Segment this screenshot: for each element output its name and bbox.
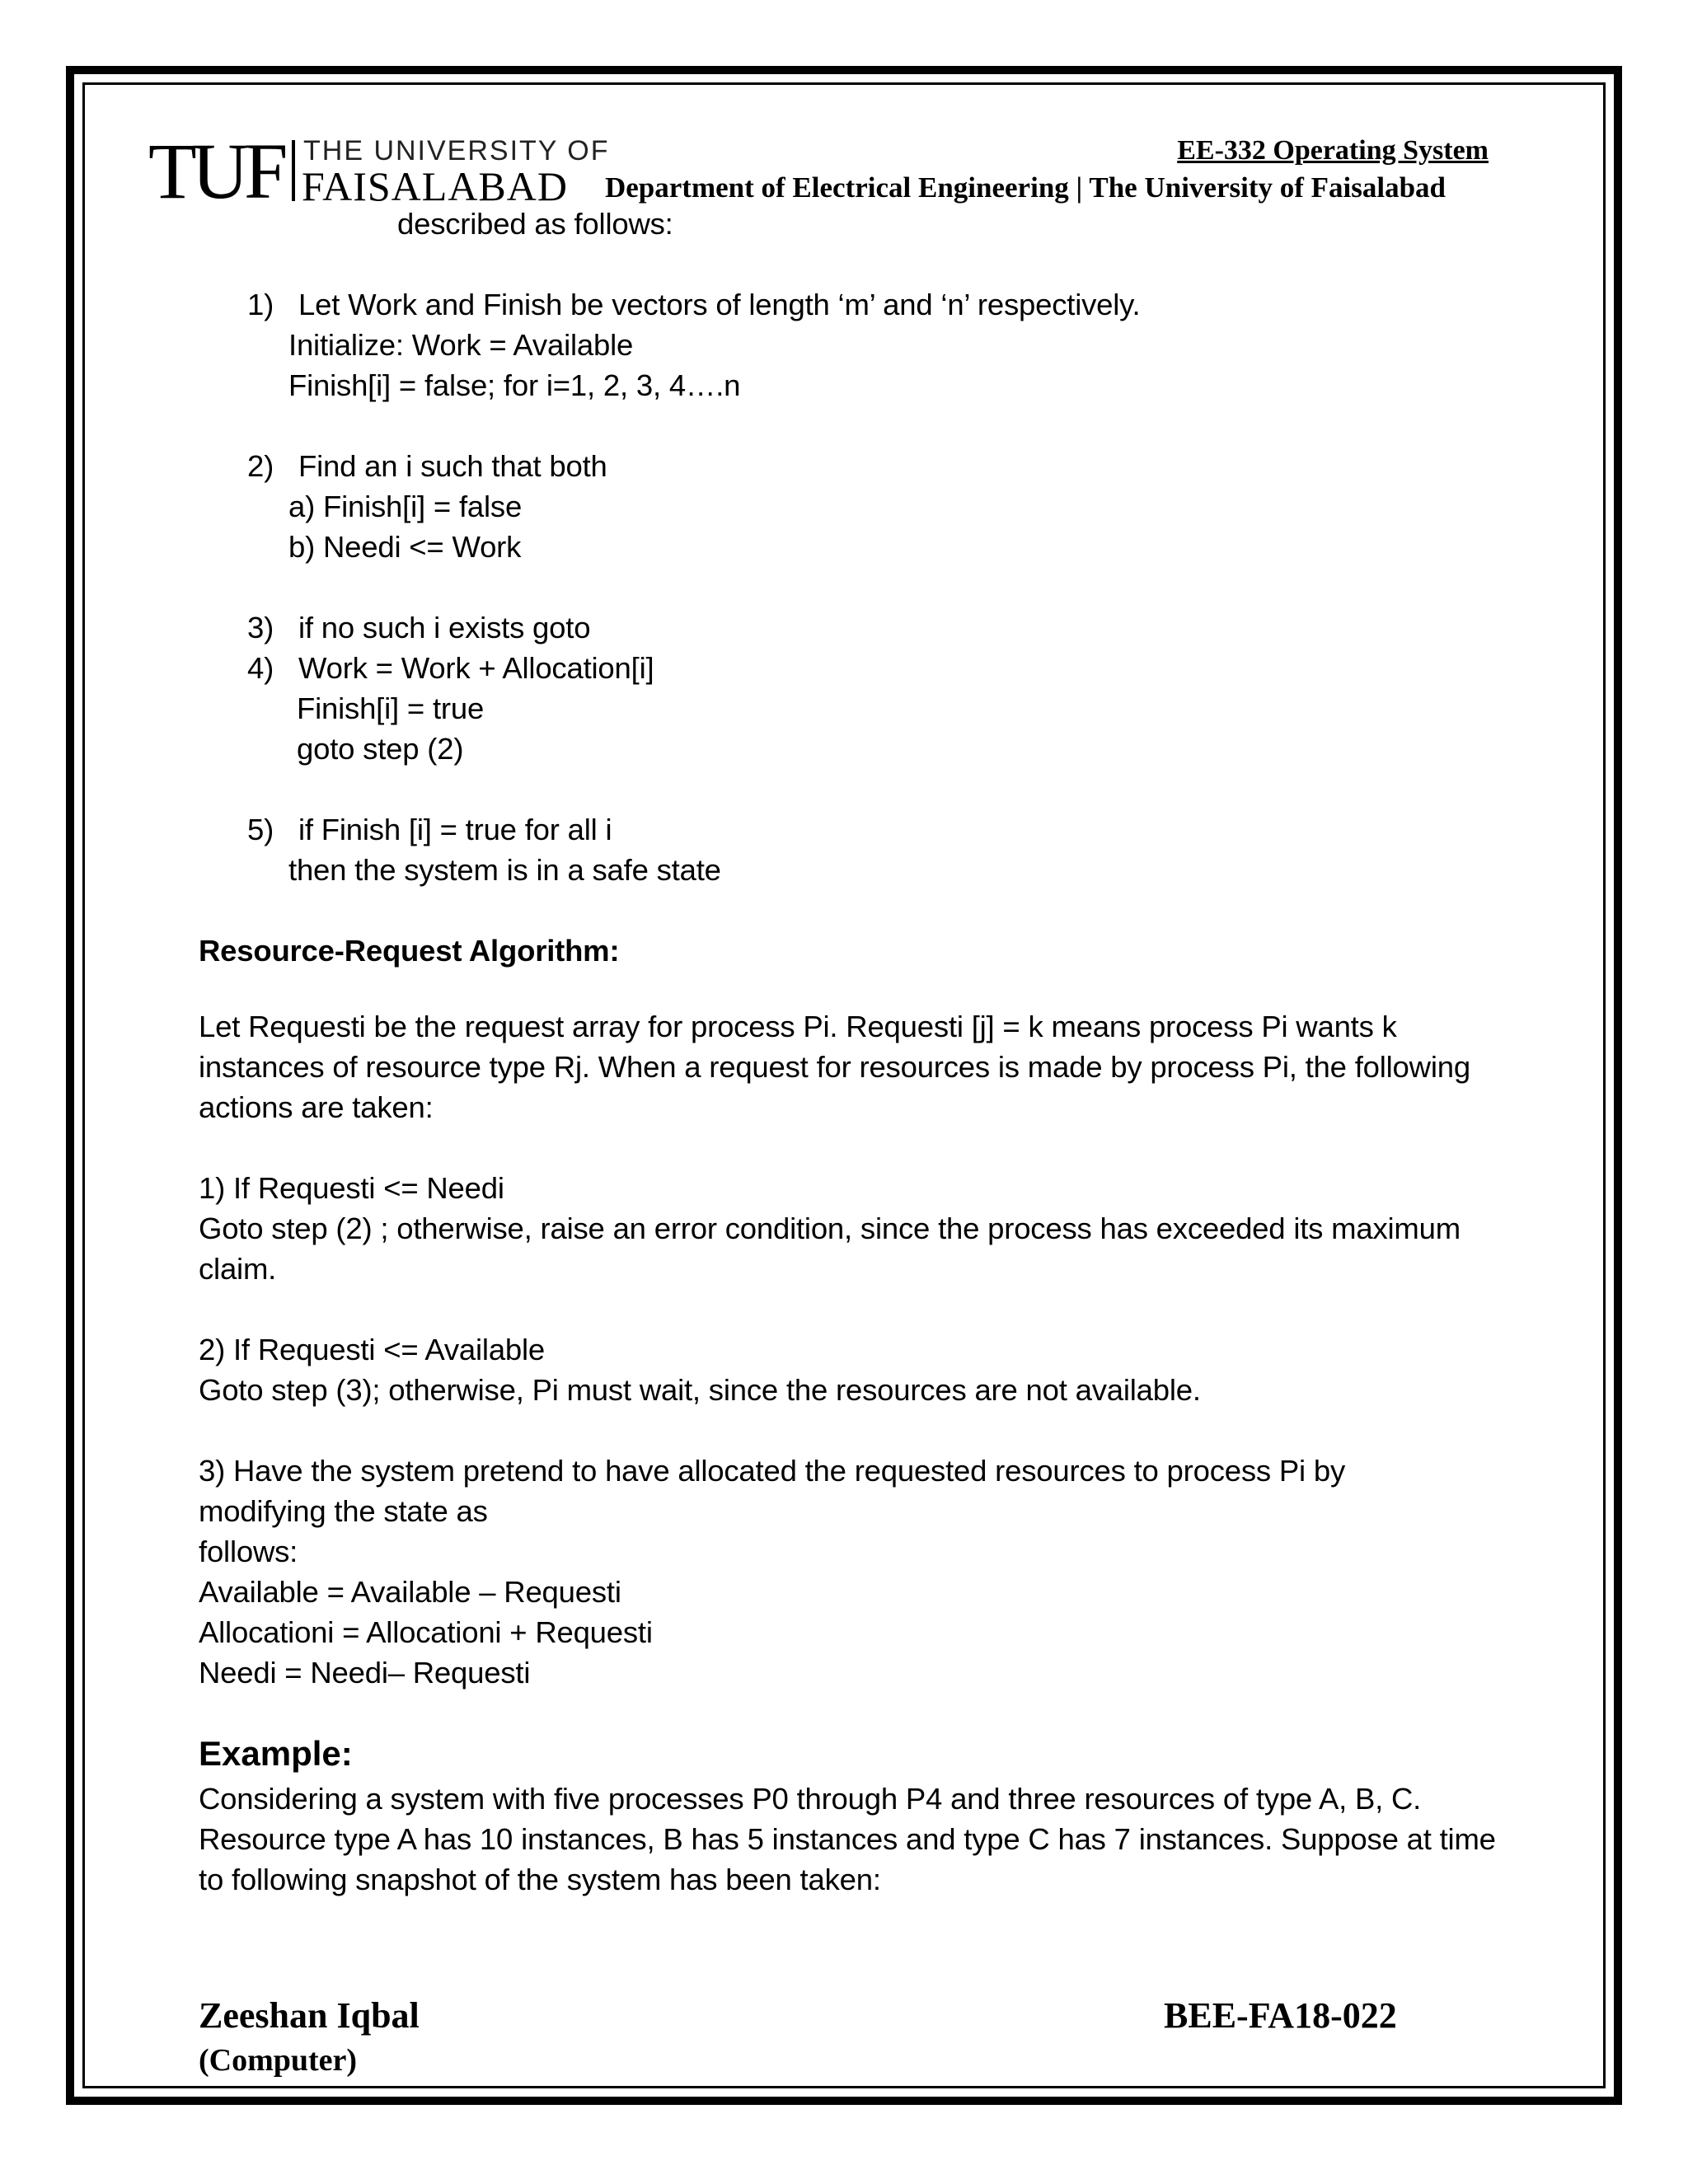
step-2-label: 2) — [247, 449, 274, 483]
rr-step-3-line-4: Available = Available – Requesti — [199, 1575, 621, 1609]
rr-step-3-line-3: follows: — [199, 1535, 298, 1568]
department-line: Department of Electrical Engineering | The University of Faisalabad — [605, 171, 1447, 204]
step-3-label: 3) — [247, 611, 274, 644]
university-name-bottom: FAISALABAD — [302, 163, 568, 209]
example-line-3: to following snapshot of the system has been taken: — [199, 1863, 881, 1896]
step-1-line-3: Finish[i] = false; for i=1, 2, 3, 4….n — [288, 368, 741, 402]
university-logo-mark: TUF — [148, 127, 284, 215]
example-heading: Example: — [199, 1734, 353, 1773]
intro-line: described as follows: — [397, 207, 673, 241]
step-4-line-2: Finish[i] = true — [297, 691, 485, 725]
rr-intro-line-1: Let Requesti be the request array for process Pi. Requesti [j] = k means process Pi wants k — [199, 1010, 1397, 1043]
step-4-label: 4) — [247, 651, 274, 685]
rr-intro-line-2: instances of resource type Rj. When a request for resources is made by process Pi, the following — [199, 1050, 1470, 1084]
rr-step-1-line-1: 1) If Requesti <= Needi — [199, 1171, 504, 1205]
rr-step-3-line-2: modifying the state as — [199, 1494, 488, 1528]
step-4-line-3: goto step (2) — [297, 732, 464, 766]
rr-step-2-line-1: 2) If Requesti <= Available — [199, 1333, 546, 1366]
example-line-2: Resource type A has 10 instances, B has 5 instances and type C has 7 instances. Suppose at time — [199, 1822, 1496, 1856]
step-3-line-1: if no such i exists goto — [298, 611, 591, 644]
step-2-line-3: b) Needi <= Work — [288, 530, 522, 564]
rr-step-1-line-3: claim. — [199, 1252, 277, 1286]
rr-step-3-line-1: 3) Have the system pretend to have allocated the requested resources to process Pi by — [199, 1454, 1346, 1488]
rr-step-1-line-2: Goto step (2) ; otherwise, raise an error condition, since the process has exceeded its maximum — [199, 1212, 1461, 1245]
footer-student-name: Zeeshan Iqbal — [199, 1995, 420, 2036]
step-1-line-2: Initialize: Work = Available — [288, 328, 634, 362]
step-5-line-2: then the system is in a safe state — [288, 853, 721, 887]
example-line-1: Considering a system with five processes P0 through P4 and three resources of type A, B, C. — [199, 1782, 1422, 1816]
resource-request-heading: Resource-Request Algorithm: — [199, 934, 620, 968]
rr-intro-line-3: actions are taken: — [199, 1090, 434, 1124]
step-1-label: 1) — [247, 288, 274, 321]
footer-program: (Computer) — [199, 2043, 358, 2078]
rr-step-3-line-5: Allocationi = Allocationi + Requesti — [199, 1615, 653, 1649]
step-2-line-1: Find an i such that both — [298, 449, 607, 483]
logo-divider — [292, 140, 295, 201]
university-name-top: THE UNIVERSITY OF — [303, 135, 610, 166]
step-5-label: 5) — [247, 813, 274, 846]
course-title: EE-332 Operating System — [1177, 135, 1489, 166]
rr-step-2-line-2: Goto step (3); otherwise, Pi must wait, since the resources are not available. — [199, 1373, 1201, 1407]
step-2-line-2: a) Finish[i] = false — [288, 490, 523, 523]
footer-registration-number: BEE-FA18-022 — [1164, 1995, 1397, 2036]
rr-step-3-line-6: Needi = Needi– Requesti — [199, 1656, 531, 1690]
step-1-line-1: Let Work and Finish be vectors of length ‘m’ and ‘n’ respectively. — [298, 288, 1141, 321]
step-4-line-1: Work = Work + Allocation[i] — [298, 651, 654, 685]
step-5-line-1: if Finish [i] = true for all i — [298, 813, 612, 846]
